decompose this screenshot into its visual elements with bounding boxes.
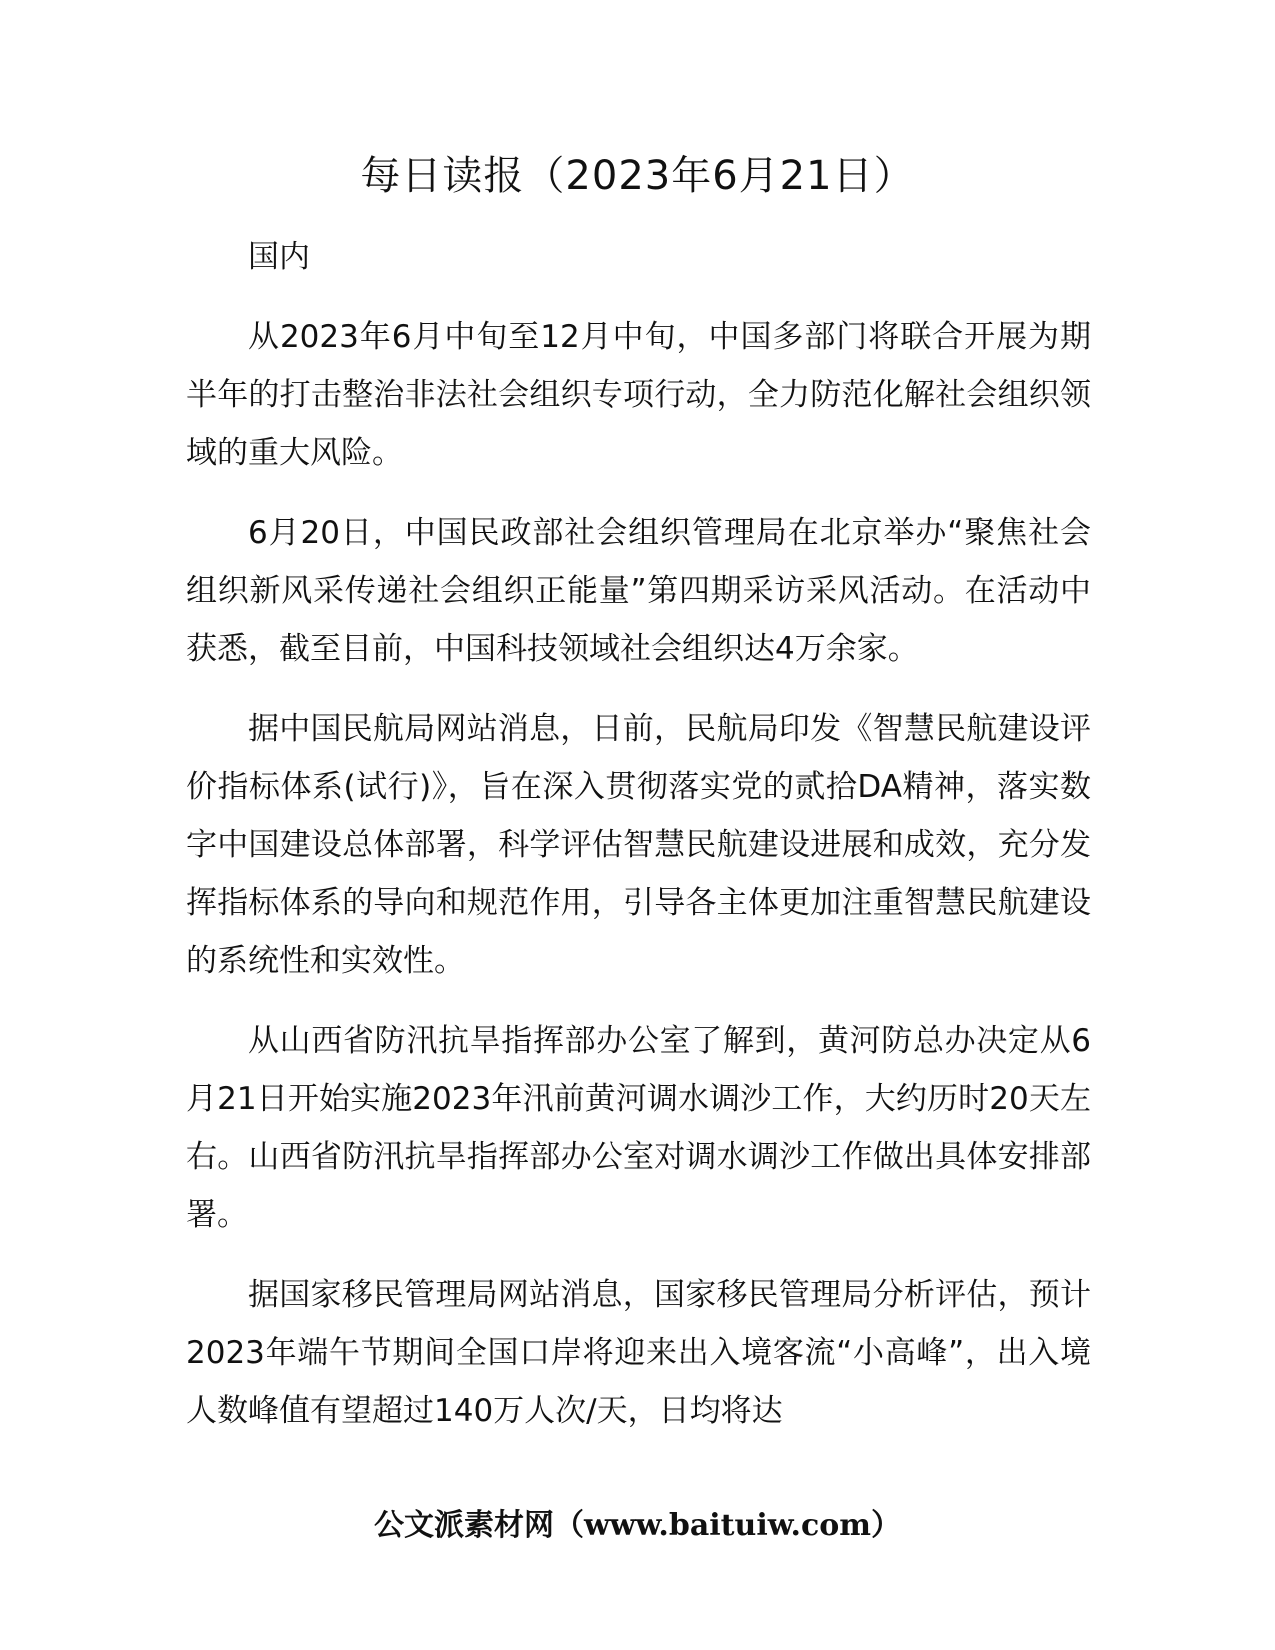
document-body	[186, 228, 1091, 1462]
paragraph-2: 6月20日，中国民政部社会组织管理局在北京举办“聚焦社会组织新风采传递社会组织正能量”第四期采访采风活动。在活动中获悉，截至目前，中国科技领域社会组织达4万余家。	[186, 515, 1091, 667]
paragraph-3: 据中国民航局网站消息，日前，民航局印发《智慧民航建设评价指标体系(试行)》，旨在深入贯彻落实党的贰拾DA精神，落实数字中国建设总体部署，科学评估智慧民航建设进展和成效，充分发挥指标体系的导向和规范作用，引导各主体更加注重智慧民航建设的系统性和实效性。	[186, 711, 1091, 979]
paragraph-4: 从山西省防汛抗旱指挥部办公室了解到，黄河防总办决定从6月21日开始实施2023年汛前黄河调水调沙工作，大约历时20天左右。山西省防汛抗旱指挥部办公室对调水调沙工作做出具体安排部署。	[186, 1023, 1091, 1233]
section-heading: 国内	[248, 239, 310, 275]
footer-watermark: 公文派素材网（www.baituiw.com）	[373, 1508, 902, 1543]
page-title: 每日读报（2023年6月21日）	[360, 153, 915, 199]
paragraph-5: 据国家移民管理局网站消息，国家移民管理局分析评估，预计2023年端午节期间全国口岸将迎来出入境客流“小高峰”，出入境人数峰值有望超过140万人次/天，日均将达	[186, 1277, 1091, 1429]
paragraph-1: 从2023年6月中旬至12月中旬，中国多部门将联合开展为期半年的打击整治非法社会组织专项行动，全力防范化解社会组织领域的重大风险。	[186, 319, 1091, 471]
